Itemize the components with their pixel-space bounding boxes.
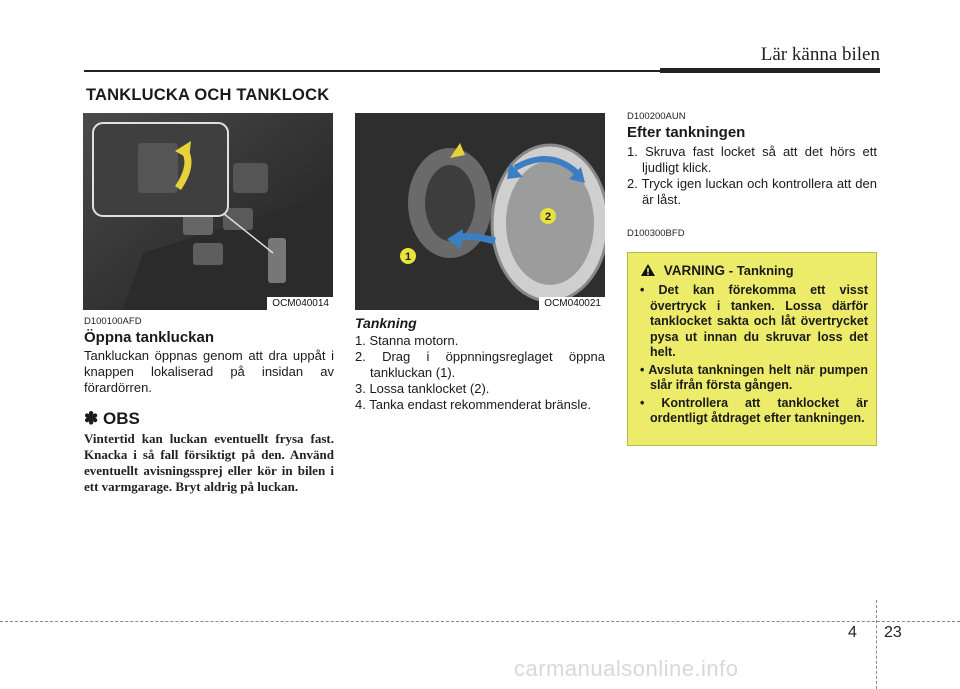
subheading: Tankning [355, 315, 417, 331]
subheading: Öppna tankluckan [84, 329, 215, 346]
door-switch-illustration [83, 113, 333, 310]
image-label: OCM040021 [539, 297, 605, 310]
section-code: D100300BFD [627, 228, 685, 239]
door-switch-photo [83, 113, 333, 310]
fuel-door-illustration [355, 113, 605, 310]
note-text: Vintertid kan luckan eventuellt frysa fast. Knacka i så fall försiktigt på den. Använd eventuellt avisningssprej eller kör in bilen i ett varmgarage. Bryt aldrig på luckan. [84, 431, 334, 494]
section-code: D100200AUN [627, 111, 686, 122]
page-number: 23 [884, 624, 902, 641]
chapter-title: Lär känna bilen [760, 44, 880, 65]
note-icon: ✽ [84, 409, 99, 428]
steps-list [627, 144, 877, 208]
list-item: 1. Stanna motorn. [355, 333, 459, 348]
list-item: • Avsluta tankningen helt när pumpen slår ifrån första gången. [640, 362, 868, 392]
section-title: TANKLUCKA OCH TANKLOCK [86, 86, 330, 104]
warning-heading [640, 263, 794, 278]
list-item: • Kontrollera att tanklocket är ordentligt åtdraget efter tankningen. [640, 395, 868, 425]
steps-list [355, 333, 605, 413]
footer-divider [876, 600, 877, 689]
fuel-door-photo [355, 113, 605, 310]
note-heading [84, 409, 140, 429]
list-item: 2. Drag i öppnningsreglaget öppna tankluckan (1). [355, 349, 605, 380]
subheading: Efter tankningen [627, 124, 746, 141]
chapter-number: 4 [848, 624, 857, 641]
list-item: 4. Tanka endast rekommenderat bränsle. [355, 397, 592, 412]
warning-box [627, 252, 877, 446]
paragraph: Tankluckan öppnas genom att dra uppåt i knappen lokaliserad på insidan av förardörren. [84, 348, 334, 395]
warning-subtitle: - Tankning [728, 263, 794, 278]
warning-title: VARNING [663, 263, 726, 278]
list-item: • Det kan förekomma ett visst övertryck i tanken. Lossa därför tanklocket sakta och låt övertrycket pysa ut innan du skruvar loss det helt. [640, 283, 868, 359]
header-rule-accent [660, 68, 880, 73]
list-item: 1. Skruva fast locket så att det hörs ett ljudligt klick. [627, 144, 877, 175]
warning-icon [640, 263, 656, 277]
callout-1-label: 1 [404, 251, 412, 263]
list-item: 2. Tryck igen luckan och kontrollera att den är låst. [627, 176, 877, 207]
section-code: D100100AFD [84, 316, 142, 327]
note-title: OBS [102, 409, 140, 428]
image-label: OCM040014 [267, 297, 333, 310]
watermark: carmanualsonline.info [514, 656, 739, 681]
callout-2-label: 2 [544, 211, 552, 223]
warning-list [638, 283, 868, 429]
list-item: 3. Lossa tanklocket (2). [355, 381, 490, 396]
footer-rule [0, 621, 960, 622]
